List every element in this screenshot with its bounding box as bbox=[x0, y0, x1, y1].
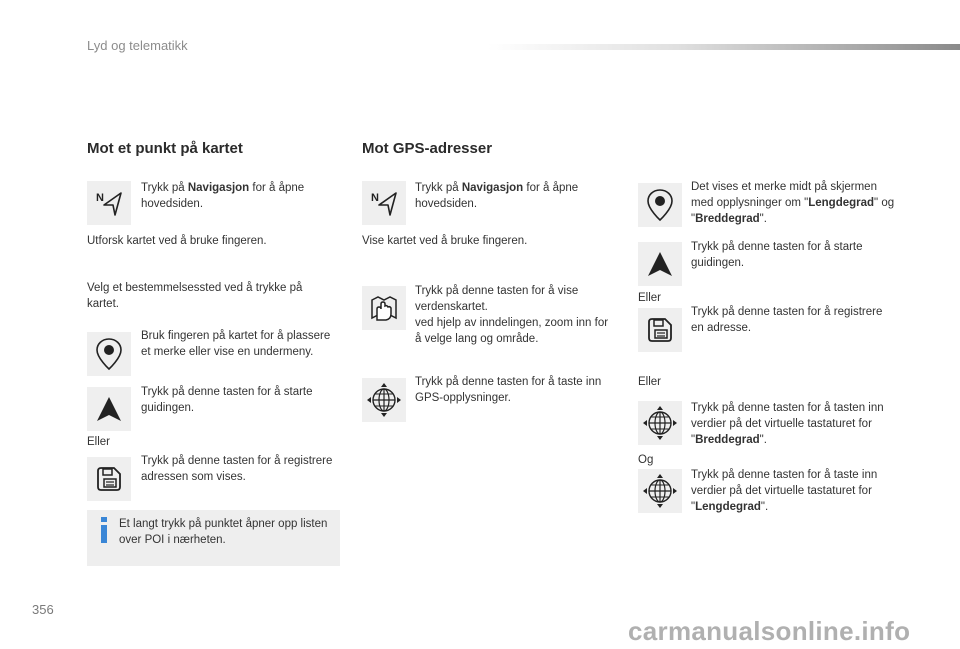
world-map-hand-icon bbox=[362, 286, 406, 330]
section-title: Lyd og telematikk bbox=[87, 38, 188, 53]
left-heading: Mot et punkt på kartet bbox=[87, 140, 243, 157]
navigation-icon-2 bbox=[362, 181, 406, 225]
info-text: Et langt trykk på punktet åpner opp listen over POI i nærheten. bbox=[119, 518, 328, 546]
left-explore-text: Utforsk kartet ved å bruke fingeren. bbox=[87, 235, 267, 247]
page-number: 356 bbox=[32, 602, 54, 617]
middle-heading: Mot GPS-adresser bbox=[362, 140, 493, 157]
map-pin-icon-2 bbox=[638, 183, 682, 227]
left-marker-text: Bruk fingeren på kartet for å plassere et merke eller vise en undermeny. bbox=[141, 330, 331, 358]
middle-world-text: Trykk på denne tasten for å vise verdenskartet. ved hjelp av inndelingen, zoom inn for å velge lang og område. bbox=[415, 285, 609, 345]
navigation-icon bbox=[87, 181, 131, 225]
right-and-text: Og bbox=[638, 454, 654, 466]
globe-icon-3 bbox=[638, 469, 682, 513]
start-guidance-icon bbox=[87, 387, 131, 431]
save-icon-2 bbox=[638, 308, 682, 352]
info-icon bbox=[97, 517, 111, 543]
globe-icon-2 bbox=[638, 401, 682, 445]
left-select-text: Velg et bestemmelsessted ved å trykke på kartet. bbox=[87, 282, 303, 310]
left-or-text: Eller bbox=[87, 436, 111, 448]
watermark: carmanualsonline.info bbox=[628, 616, 911, 646]
right-save-text: Trykk på denne tasten for å registrere en adresse. bbox=[691, 306, 883, 334]
middle-view-text: Vise kartet ved å bruke fingeren. bbox=[362, 235, 528, 247]
map-pin-icon bbox=[87, 332, 131, 376]
right-or2-text: Eller bbox=[638, 376, 662, 388]
right-lat-text: Trykk på denne tasten for å tasten inn verdier på det virtuelle tastaturet for "Breddegrad". bbox=[691, 402, 884, 446]
svg-text:N: N bbox=[96, 192, 104, 204]
right-marker-text: Det vises et merke midt på skjermen med opplysninger om "Lengdegrad" og "Breddegrad". bbox=[691, 181, 895, 225]
left-start-text: Trykk på denne tasten for å starte guidingen. bbox=[141, 386, 313, 414]
left-step1-text: Trykk på Navigasjon for å åpne hovedsiden. bbox=[141, 182, 305, 210]
right-or1-text: Eller bbox=[638, 292, 662, 304]
right-start-text: Trykk på denne tasten for å starte guidingen. bbox=[691, 241, 863, 269]
middle-gps-text: Trykk på denne tasten for å taste inn GPS-opplysninger. bbox=[415, 376, 602, 404]
left-save-text: Trykk på denne tasten for å registrere adressen som vises. bbox=[141, 455, 333, 483]
right-lon-text: Trykk på denne tasten for å taste inn verdier på det virtuelle tastaturet for "Lengdegrad". bbox=[691, 469, 878, 513]
save-icon bbox=[87, 457, 131, 501]
header-divider bbox=[488, 44, 960, 50]
svg-text:N: N bbox=[371, 192, 379, 204]
middle-step1-text: Trykk på Navigasjon for å åpne hovedsiden. bbox=[415, 182, 579, 210]
globe-icon bbox=[362, 378, 406, 422]
start-guidance-icon-2 bbox=[638, 242, 682, 286]
